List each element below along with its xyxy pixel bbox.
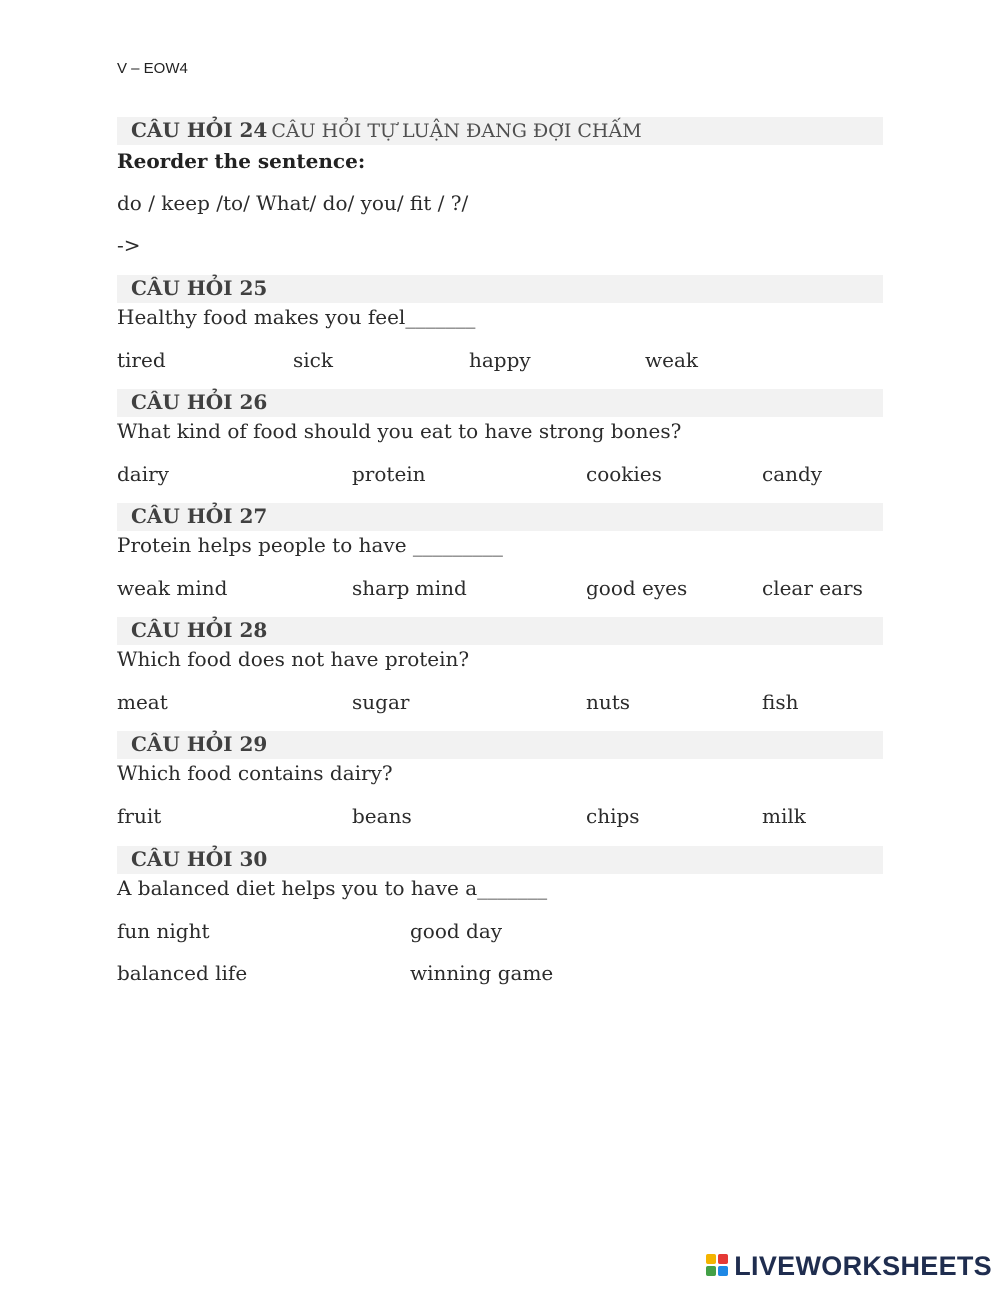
question-24-answer-field[interactable]: -> [117, 233, 141, 257]
document-code: V – EOW4 [117, 60, 188, 77]
question-24-title [131, 118, 642, 142]
question-28-title: CÂU HỎI 28 [131, 618, 268, 642]
question-25-title: CÂU HỎI 25 [131, 276, 268, 300]
question-30-prompt: A balanced diet helps you to have a_______ [117, 876, 548, 900]
question-29-option[interactable]: fruit [117, 804, 162, 828]
question-27-option[interactable]: sharp mind [352, 576, 467, 600]
question-25-option[interactable]: sick [293, 348, 333, 372]
question-29-option[interactable]: chips [586, 804, 640, 828]
question-25-option[interactable]: happy [469, 348, 531, 372]
brand-name: LIVEWORKSHEETS [734, 1250, 992, 1281]
question-26-option[interactable]: protein [352, 462, 426, 486]
question-27-prompt: Protein helps people to have _________ [117, 533, 503, 557]
question-24-instruction: Reorder the sentence: [117, 149, 366, 173]
question-24-number: CÂU HỎI 24 [131, 118, 268, 142]
question-30-option[interactable]: good day [410, 919, 503, 943]
liveworksheets-brand [706, 1251, 992, 1281]
question-30-option[interactable]: fun night [117, 919, 210, 943]
question-29-prompt: Which food contains dairy? [117, 761, 393, 785]
question-26-option[interactable]: candy [762, 462, 823, 486]
question-28-option[interactable]: sugar [352, 690, 410, 714]
question-25-prompt: Healthy food makes you feel_______ [117, 305, 476, 329]
question-28-prompt: Which food does not have protein? [117, 647, 470, 671]
question-24-status: CÂU HỎI TỰ LUẬN ĐANG ĐỢI CHẤM [271, 120, 642, 142]
question-24-prompt: do / keep /to/ What/ do/ you/ fit / ?/ [117, 191, 469, 215]
question-28-option[interactable]: meat [117, 690, 168, 714]
question-29-option[interactable]: beans [352, 804, 412, 828]
question-30-title: CÂU HỎI 30 [131, 847, 268, 871]
question-26-title: CÂU HỎI 26 [131, 390, 268, 414]
question-30-option[interactable]: balanced life [117, 961, 248, 985]
question-28-option[interactable]: fish [762, 690, 799, 714]
question-30-option[interactable]: winning game [410, 961, 554, 985]
question-25-option[interactable]: tired [117, 348, 166, 372]
question-28-option[interactable]: nuts [586, 690, 631, 714]
question-26-option[interactable]: dairy [117, 462, 169, 486]
question-27-title: CÂU HỎI 27 [131, 504, 268, 528]
question-29-option[interactable]: milk [762, 804, 806, 828]
question-26-option[interactable]: cookies [586, 462, 662, 486]
question-26-prompt: What kind of food should you eat to have strong bones? [117, 419, 682, 443]
question-27-option[interactable]: good eyes [586, 576, 688, 600]
liveworksheets-logo-icon [706, 1254, 730, 1278]
question-29-title: CÂU HỎI 29 [131, 732, 268, 756]
question-25-option[interactable]: weak [645, 348, 698, 372]
question-27-option[interactable]: clear ears [762, 576, 863, 600]
question-27-option[interactable]: weak mind [117, 576, 228, 600]
